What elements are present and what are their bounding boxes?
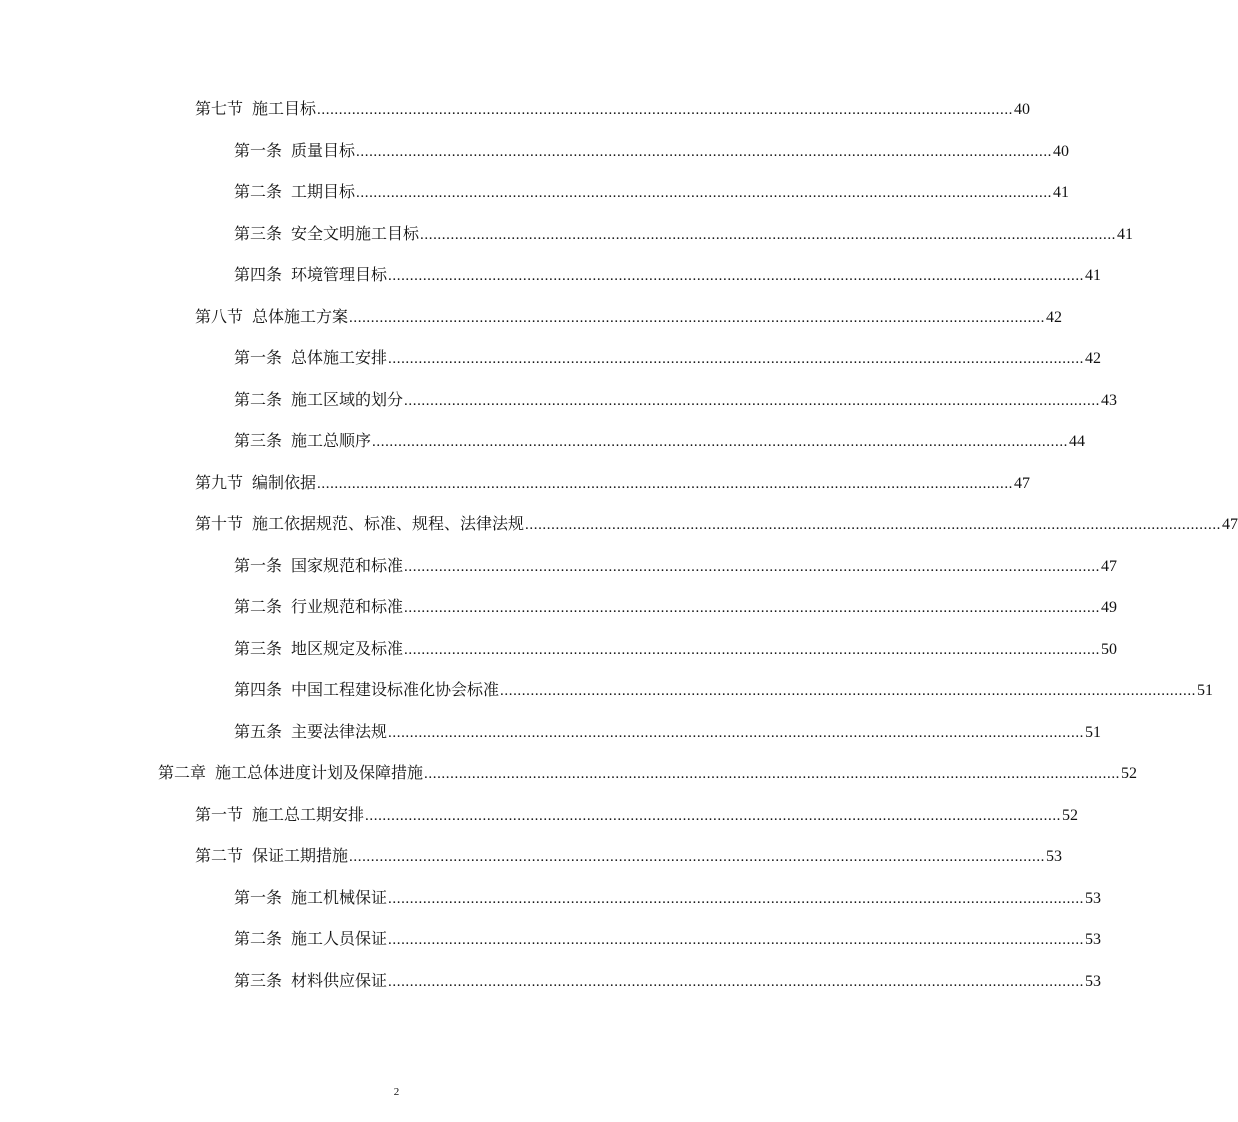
toc-title: 施工总顺序 [291,431,372,450]
toc-label: 第二条 [234,597,283,616]
dot-leader: ................................................................................................................................................................ [420,227,1117,243]
toc-label: 第三条 [234,971,283,990]
toc-title: 行业规范和标准 [291,597,404,616]
toc-title: 材料供应保证 [291,971,388,990]
toc-label: 第四条 [234,265,283,284]
toc-title: 质量目标 [291,141,356,160]
toc-entry[interactable] [195,471,1031,495]
toc-title: 施工总体进度计划及保障措施 [215,763,424,782]
toc-entry[interactable] [234,637,1118,661]
toc-title: 施工人员保证 [291,929,388,948]
toc-page-number: 47 [1101,558,1118,575]
toc-page-number: 53 [1046,848,1063,865]
toc-entry[interactable] [234,554,1118,578]
toc-title: 施工机械保证 [291,888,388,907]
toc-label: 第二节 [195,846,244,865]
dot-leader: ................................................................................................................................................................ [404,642,1101,658]
toc-entry[interactable] [234,886,1102,910]
dot-leader: ................................................................................................................................................................ [424,766,1121,782]
toc-label: 第三条 [234,224,283,243]
toc-label: 第九节 [195,473,244,492]
dot-leader: ................................................................................................................................................................ [500,683,1197,699]
toc-label: 第一节 [195,805,244,824]
toc-entry[interactable] [234,388,1118,412]
page-footer-number: 2 [393,1086,400,1098]
toc-entry[interactable] [195,97,1031,121]
dot-leader: ................................................................................................................................................................ [317,102,1014,118]
toc-page-number: 53 [1085,890,1102,907]
toc-page-number: 53 [1085,973,1102,990]
toc-entry[interactable] [158,761,1138,785]
toc-entry[interactable] [234,969,1102,993]
toc-page-number: 47 [1222,516,1238,533]
toc-entry[interactable] [234,678,1214,702]
toc-page-number: 40 [1053,143,1070,160]
toc-page-number: 50 [1101,641,1118,658]
toc-title: 总体施工安排 [291,348,388,367]
dot-leader: ................................................................................................................................................................ [317,476,1014,492]
toc-title: 编制依据 [252,473,317,492]
toc-page-number: 52 [1062,807,1079,824]
toc-page-number: 41 [1053,184,1070,201]
toc-page-number: 40 [1014,101,1031,118]
toc-label: 第四条 [234,680,283,699]
toc-label: 第二章 [158,763,207,782]
toc-title: 工期目标 [291,182,356,201]
toc-label: 第七节 [195,99,244,118]
toc-page-number: 52 [1121,765,1138,782]
dot-leader: ................................................................................................................................................................ [365,808,1062,824]
toc-entry[interactable] [234,595,1118,619]
toc-label: 第二条 [234,929,283,948]
toc-title: 国家规范和标准 [291,556,404,575]
toc-page-number: 51 [1085,724,1102,741]
toc-label: 第三条 [234,431,283,450]
toc-page-number: 53 [1085,931,1102,948]
toc-page-number: 43 [1101,392,1118,409]
toc-entry[interactable] [234,139,1070,163]
toc-label: 第一条 [234,556,283,575]
dot-leader: ................................................................................................................................................................ [388,351,1085,367]
toc-entry[interactable] [195,512,1238,536]
toc-entry[interactable] [234,720,1102,744]
dot-leader: ................................................................................................................................................................ [388,932,1085,948]
toc-entry[interactable] [234,927,1102,951]
toc-entry[interactable] [234,346,1102,370]
toc-title: 安全文明施工目标 [291,224,420,243]
toc-title: 总体施工方案 [252,307,349,326]
toc-page-number: 49 [1101,599,1118,616]
dot-leader: ................................................................................................................................................................ [404,559,1101,575]
toc-entry[interactable] [234,263,1102,287]
toc-label: 第二条 [234,390,283,409]
toc-title: 施工总工期安排 [252,805,365,824]
dot-leader: ................................................................................................................................................................ [388,891,1085,907]
toc-entry[interactable] [234,180,1070,204]
dot-leader: ................................................................................................................................................................ [404,393,1101,409]
dot-leader: ................................................................................................................................................................ [372,434,1069,450]
toc-entry[interactable] [195,803,1079,827]
toc-title: 保证工期措施 [252,846,349,865]
toc-page-number: 42 [1046,309,1063,326]
toc-entry[interactable] [195,305,1063,329]
toc-page-number: 44 [1069,433,1086,450]
toc-title: 环境管理目标 [291,265,388,284]
dot-leader: ................................................................................................................................................................ [356,144,1053,160]
toc-page-number: 41 [1117,226,1134,243]
toc-page-number: 42 [1085,350,1102,367]
dot-leader: ................................................................................................................................................................ [349,849,1046,865]
toc-label: 第一条 [234,348,283,367]
toc-label: 第一条 [234,888,283,907]
dot-leader: ................................................................................................................................................................ [349,310,1046,326]
toc-entry[interactable] [234,222,1134,246]
toc-title: 地区规定及标准 [291,639,404,658]
dot-leader: ................................................................................................................................................................ [525,517,1222,533]
toc-page-number: 51 [1197,682,1214,699]
dot-leader: ................................................................................................................................................................ [404,600,1101,616]
toc-page-number: 41 [1085,267,1102,284]
dot-leader: ................................................................................................................................................................ [388,268,1085,284]
toc-label: 第八节 [195,307,244,326]
dot-leader: ................................................................................................................................................................ [356,185,1053,201]
toc-title: 主要法律法规 [291,722,388,741]
toc-title: 施工区域的划分 [291,390,404,409]
dot-leader: ................................................................................................................................................................ [388,974,1085,990]
toc-label: 第十节 [195,514,244,533]
toc-label: 第三条 [234,639,283,658]
toc-title: 施工目标 [252,99,317,118]
toc-label: 第二条 [234,182,283,201]
toc-title: 施工依据规范、标准、规程、法律法规 [252,514,525,533]
toc-label: 第五条 [234,722,283,741]
toc-label: 第一条 [234,141,283,160]
toc-entry[interactable] [195,844,1063,868]
dot-leader: ................................................................................................................................................................ [388,725,1085,741]
toc-title: 中国工程建设标准化协会标准 [291,680,500,699]
toc-page-number: 47 [1014,475,1031,492]
toc-entry[interactable] [234,429,1086,453]
